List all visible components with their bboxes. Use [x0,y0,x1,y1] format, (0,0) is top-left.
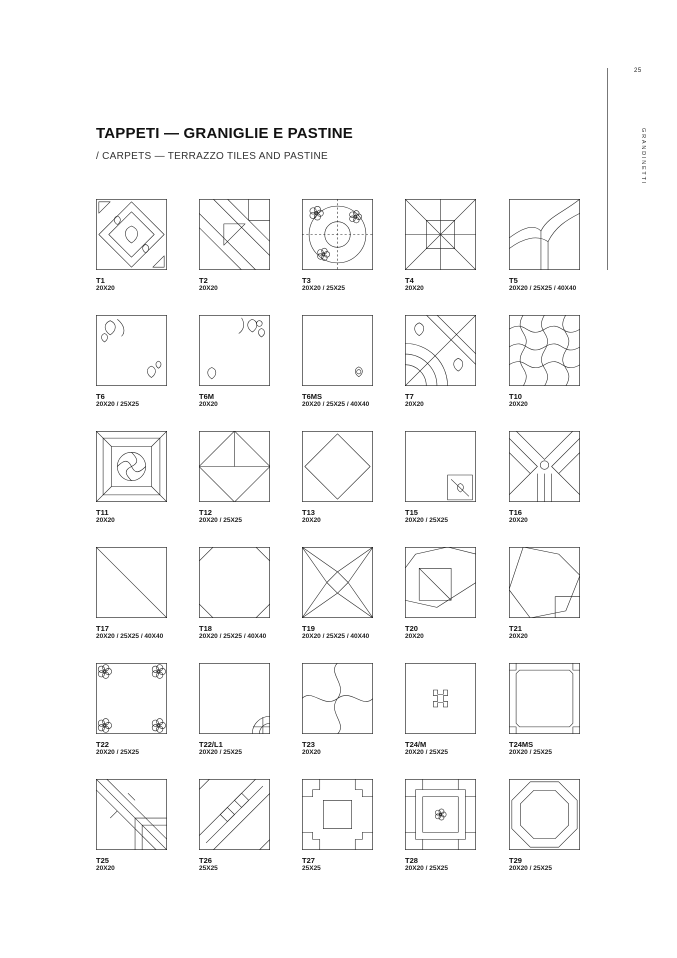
meander-frame-icon [405,779,476,850]
tile-card [405,779,515,873]
tile-sizes: 20X20 / 25X25 [405,517,449,524]
octagon-icon [199,547,270,618]
small-flower-icon [302,315,373,386]
tile-code: T18 [199,624,212,633]
tile-card [199,199,309,293]
tile-card [199,663,309,757]
tile-card [96,431,206,525]
tile-sizes: 20X20 / 25X25 [509,749,553,756]
diagonal-split-icon [96,547,167,618]
step-corners-icon [302,779,373,850]
tile-sizes: 20X20 / 25X25 [405,865,449,872]
tile-sizes: 20X20 [509,401,528,408]
tile-code: T3 [302,276,311,285]
chevron-band-icon [96,779,167,850]
floral-corner-icon [302,199,373,270]
notched-octagon-icon [509,663,580,734]
corner-motif-icon [405,431,476,502]
tile-code: T12 [199,508,212,517]
center-cross-icon [405,663,476,734]
tile-card [96,663,206,757]
tile-code: T1 [96,276,105,285]
tile-card [405,547,515,641]
tile-card [302,431,412,525]
hexagon-corner-icon [509,547,580,618]
tile-card [302,315,412,409]
tile-sizes: 20X20 / 25X25 / 40X40 [96,633,164,640]
quarter-rosette-icon [199,663,270,734]
tile-sizes: 20X20 / 25X25 [199,517,243,524]
floral-corners-icon [96,315,167,386]
tile-card [509,315,619,409]
tile-sizes: 20X20 / 25X25 [509,865,553,872]
side-label: GRANDINETTI [640,128,646,186]
ornate-diamond-icon [96,199,167,270]
tile-sizes: 20X20 / 25X25 / 40X40 [302,633,370,640]
tile-code: T29 [509,856,522,865]
tile-sizes: 20X20 / 25X25 / 40X40 [302,401,370,408]
tile-card [405,663,515,757]
tile-code: T24MS [509,740,534,749]
tile-code: T25 [96,856,109,865]
tile-code: T22/L1 [199,740,223,749]
tile-card [199,431,309,525]
fan-corner-icon [405,315,476,386]
wavy-cross-icon [302,663,373,734]
tile-code: T4 [405,276,414,285]
y-fork-icon [509,431,580,502]
tile-code: T24/M [405,740,427,749]
tile-sizes: 20X20 [302,749,321,756]
tile-sizes: 20X20 [96,517,115,524]
tile-card [96,779,206,873]
tile-code: T28 [405,856,418,865]
tile-code: T6 [96,392,105,401]
tile-sizes: 20X20 [405,633,424,640]
tile-sizes: 20X20 / 25X25 / 40X40 [509,285,577,292]
tile-card [509,431,619,525]
hex-square-icon [405,547,476,618]
tile-sizes: 20X20 [96,865,115,872]
tile-code: T6MS [302,392,323,401]
tile-card [509,779,619,873]
page-number: 25 [634,68,642,74]
tile-card [509,663,619,757]
pinwheel-icon [96,431,167,502]
tile-card [96,199,206,293]
star-diamond-icon [302,547,373,618]
scalloped-band-icon [509,199,580,270]
tile-card [509,199,619,293]
tile-sizes: 20X20 [199,285,218,292]
tile-code: T17 [96,624,109,633]
tile-card [302,779,412,873]
tile-code: T27 [302,856,315,865]
tile-sizes: 20X20 / 25X25 [199,749,243,756]
tile-code: T22 [96,740,109,749]
tile-code: T23 [302,740,315,749]
tile-sizes: 20X20 [509,517,528,524]
tile-sizes: 20X20 [199,401,218,408]
tile-card [405,315,515,409]
tile-code: T5 [509,276,518,285]
floral-corners-icon [199,315,270,386]
tile-card [96,315,206,409]
tile-code: T2 [199,276,208,285]
tile-card [199,779,309,873]
tile-card [302,199,412,293]
tile-code: T15 [405,508,418,517]
double-octagon-icon [509,779,580,850]
tile-code: T19 [302,624,315,633]
rosette-corners-icon [96,663,167,734]
tile-code: T16 [509,508,522,517]
cube-icon [199,431,270,502]
tile-sizes: 20X20 [96,285,115,292]
tile-card [405,431,515,525]
wave-weave-icon [509,315,580,386]
tile-sizes: 20X20 / 25X25 [96,401,140,408]
tile-card [509,547,619,641]
inset-diamond-icon [302,431,373,502]
tile-sizes: 20X20 / 25X25 [405,749,449,756]
tile-card [96,547,206,641]
tile-sizes: 20X20 [405,285,424,292]
page-subtitle: / CARPETS — TERRAZZO TILES AND PASTINE [96,151,329,162]
tile-sizes: 20X20 [509,633,528,640]
tile-code: T26 [199,856,212,865]
tile-sizes: 25X25 [199,865,218,872]
tile-card [302,547,412,641]
tile-sizes: 20X20 / 25X25 / 40X40 [199,633,267,640]
tile-card [199,315,309,409]
greek-band-icon [199,779,270,850]
tile-code: T20 [405,624,418,633]
tile-code: T7 [405,392,414,401]
tile-code: T10 [509,392,522,401]
tile-sizes: 25X25 [302,865,321,872]
tile-code: T11 [96,508,109,517]
tile-sizes: 20X20 / 25X25 [302,285,346,292]
page-title: TAPPETI — GRANIGLIE E PASTINE [96,125,353,142]
tile-card [302,663,412,757]
tile-code: T13 [302,508,315,517]
tile-code: T6M [199,392,214,401]
woven-band-icon [199,199,270,270]
star-burst-icon [405,199,476,270]
tile-card [199,547,309,641]
tile-sizes: 20X20 [302,517,321,524]
tile-code: T21 [509,624,522,633]
tile-card [405,199,515,293]
tile-sizes: 20X20 / 25X25 [96,749,140,756]
tile-sizes: 20X20 [405,401,424,408]
